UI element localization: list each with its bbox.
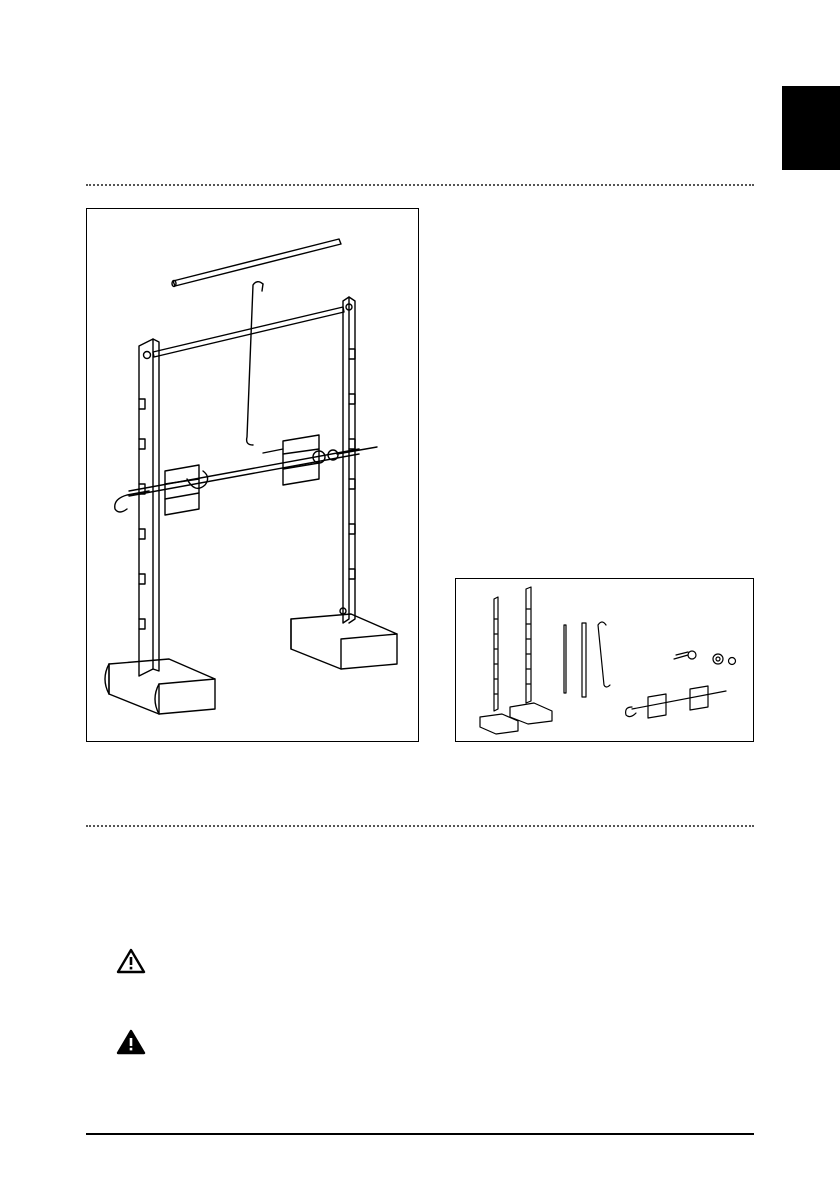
language-tab — [782, 86, 840, 170]
main-figure — [86, 208, 419, 742]
warning-filled-icon — [116, 1028, 146, 1056]
footer-rule — [86, 1133, 754, 1135]
caution-outline-icon — [116, 947, 146, 975]
section-divider-top — [86, 184, 754, 186]
rotisserie-stand-assembled-illustration — [87, 209, 420, 743]
rotisserie-stand-parts-illustration — [456, 579, 755, 743]
parts-figure — [455, 578, 754, 742]
section-divider-bottom — [86, 825, 754, 827]
